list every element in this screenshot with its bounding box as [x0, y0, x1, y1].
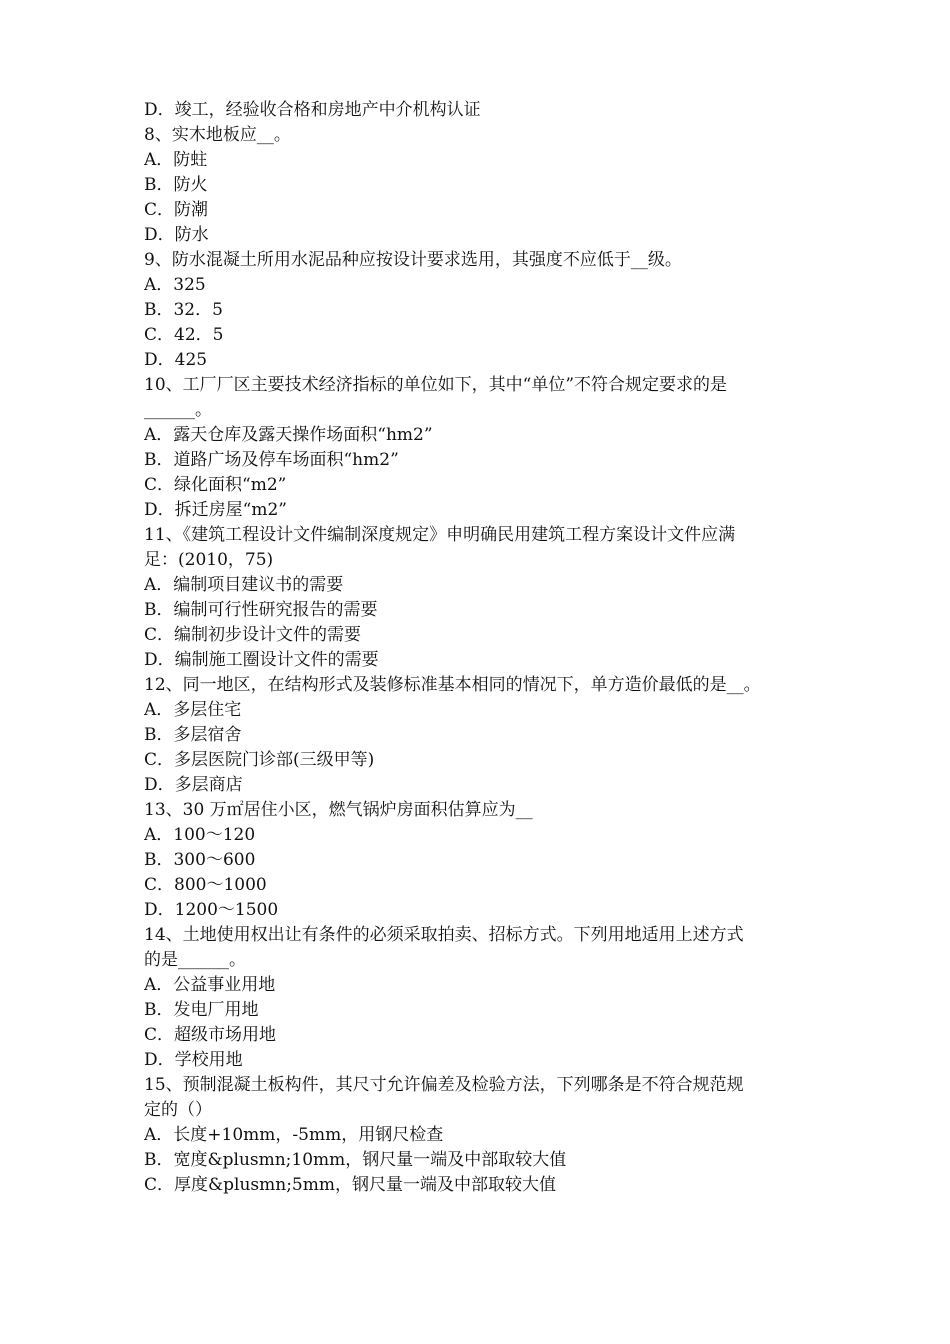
answer-option: C．编制初步设计文件的需要: [144, 625, 362, 645]
answer-option: C．绿化面积“m2”: [144, 475, 287, 495]
answer-option: B．发电厂用地: [144, 1000, 259, 1020]
answer-option: C．42．5: [144, 325, 224, 345]
answer-option: A．露天仓库及露天操作场面积“hm2”: [144, 425, 433, 445]
answer-option: A．编制项目建议书的需要: [144, 575, 344, 595]
answer-option: B．32．5: [144, 300, 223, 320]
answer-option: A．325: [144, 275, 206, 295]
answer-option: A．公益事业用地: [144, 975, 276, 995]
answer-option: B．多层宿舍: [144, 725, 242, 745]
answer-option: D．学校用地: [144, 1050, 243, 1070]
answer-option: D．编制施工圈设计文件的需要: [144, 650, 379, 670]
document-body: [144, 98, 824, 1198]
question-text: 12、同一地区，在结构形式及装修标准基本相同的情况下，单方造价最低的是__。: [144, 675, 761, 695]
question-text: 9、防水混凝土所用水泥品种应按设计要求选用，其强度不应低于__级。: [144, 250, 682, 270]
question-text: 10、工厂厂区主要技术经济指标的单位如下，其中“单位”不符合规定要求的是: [144, 375, 728, 395]
question-text-continued: ______。: [144, 400, 212, 420]
question-text: 8、实木地板应__。: [144, 125, 291, 145]
answer-option: B．300～600: [144, 850, 256, 870]
answer-option: B．宽度&plusmn;10mm，钢尺量一端及中部取较大值: [144, 1150, 567, 1170]
answer-option: C．超级市场用地: [144, 1025, 277, 1045]
answer-option: A．多层住宅: [144, 700, 242, 720]
answer-option: B．编制可行性研究报告的需要: [144, 600, 378, 620]
answer-option: B．防火: [144, 175, 208, 195]
answer-option: D．防水: [144, 225, 209, 245]
question-text-continued: 足：(2010，75): [144, 550, 274, 570]
question-text-continued: 定的（）: [144, 1100, 212, 1120]
answer-option: A．100～120: [144, 825, 256, 845]
question-text: 11、《建筑工程设计文件编制深度规定》申明确民用建筑工程方案设计文件应满: [144, 525, 736, 545]
answer-option: B．道路广场及停车场面积“hm2”: [144, 450, 399, 470]
answer-option: D．多层商店: [144, 775, 243, 795]
answer-option: D．竣工，经验收合格和房地产中介机构认证: [144, 100, 481, 120]
answer-option: A．长度+10mm，-5mm，用钢尺检查: [144, 1125, 444, 1145]
question-text: 15、预制混凝土板构件，其尺寸允许偏差及检验方法，下列哪条是不符合规范规: [144, 1075, 744, 1095]
answer-option: D．1200～1500: [144, 900, 279, 920]
answer-option: C．厚度&plusmn;5mm，钢尺量一端及中部取较大值: [144, 1175, 556, 1195]
question-text: 14、土地使用权出让有条件的必须采取拍卖、招标方式。下列用地适用上述方式: [144, 925, 744, 945]
answer-option: A．防蛀: [144, 150, 208, 170]
answer-option: D．拆迁房屋“m2”: [144, 500, 287, 520]
answer-option: C．防潮: [144, 200, 209, 220]
answer-option: D．425: [144, 350, 208, 370]
answer-option: C．多层医院门诊部(三级甲等): [144, 750, 375, 770]
answer-option: C．800～1000: [144, 875, 267, 895]
question-text-continued: 的是______。: [144, 950, 246, 970]
question-text: 13、30 万㎡居住小区，燃气锅炉房面积估算应为__: [144, 800, 533, 820]
